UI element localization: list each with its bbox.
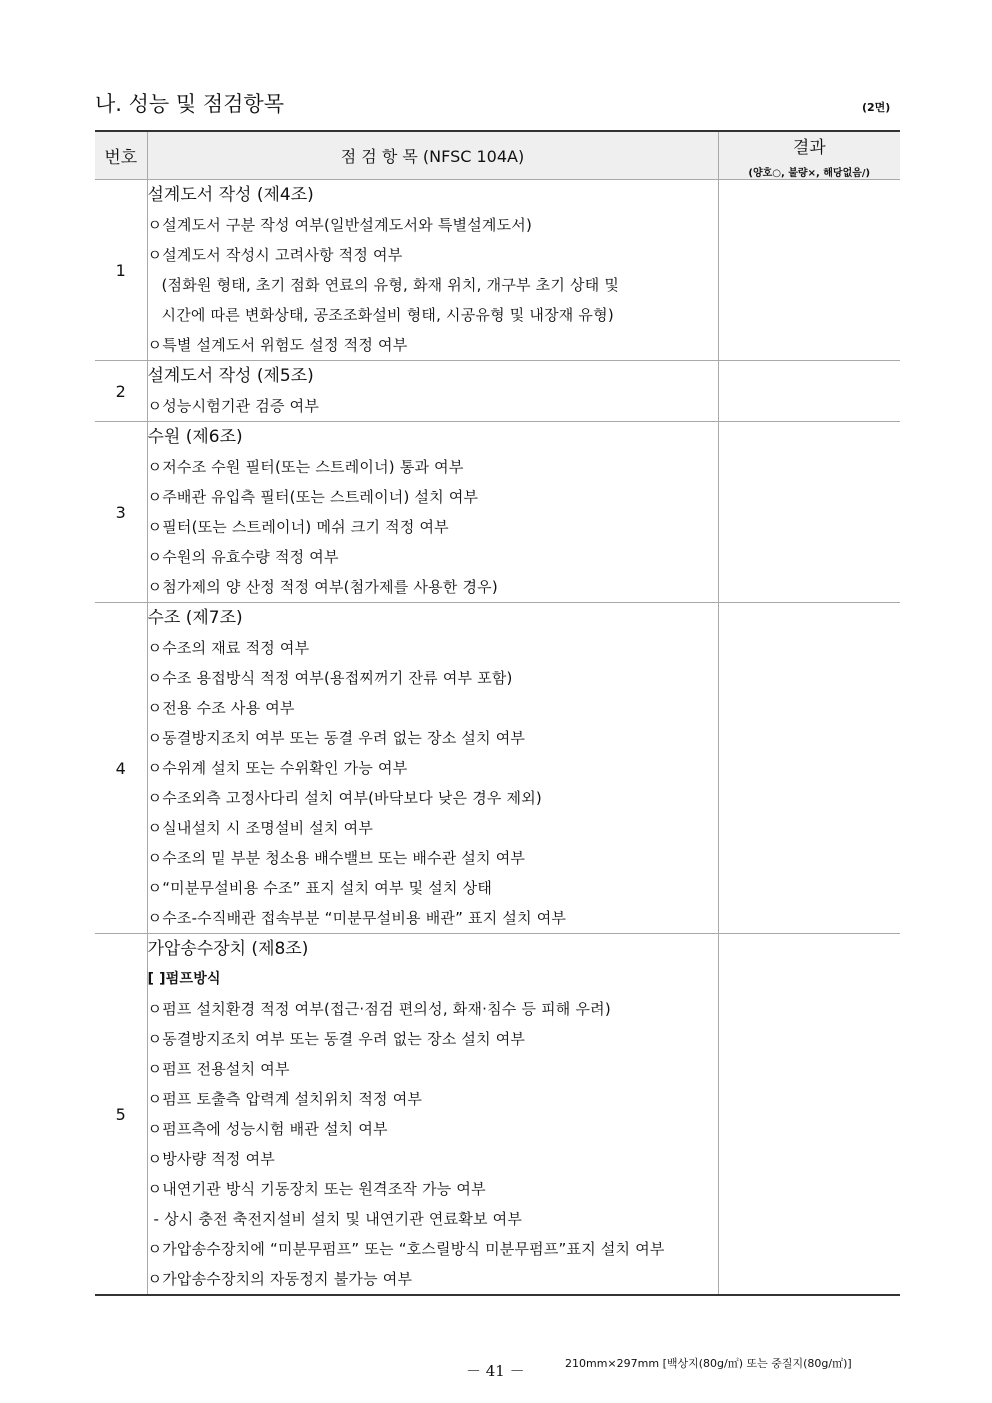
result-cell[interactable] bbox=[718, 361, 900, 422]
check-item: ㅇ수조-수직배관 접속부분 “미분무설비용 배관” 표지 설치 여부 bbox=[147, 909, 567, 927]
result-cell[interactable] bbox=[718, 934, 900, 1296]
row-number: 3 bbox=[95, 422, 147, 603]
check-item: ㅇ필터(또는 스트레이너) 메쉬 크기 적정 여부 bbox=[147, 518, 449, 536]
check-item: ㅇ펌프 전용설치 여부 bbox=[147, 1060, 290, 1078]
check-item: ㅇ수위계 설치 또는 수위확인 가능 여부 bbox=[147, 759, 408, 777]
check-item: ㅇ방사량 적정 여부 bbox=[147, 1150, 275, 1168]
row-title: 수원 (제6조) bbox=[147, 427, 243, 447]
check-item: ㅇ펌프 토출측 압력계 설치위치 적정 여부 bbox=[147, 1090, 423, 1108]
check-item: ㅇ동결방지조치 여부 또는 동결 우려 없는 장소 설치 여부 bbox=[147, 1030, 526, 1048]
result-cell[interactable] bbox=[718, 603, 900, 934]
table-header-row bbox=[95, 131, 900, 180]
row-number: 5 bbox=[95, 934, 147, 1296]
row-items bbox=[147, 361, 718, 422]
result-cell[interactable] bbox=[718, 180, 900, 361]
row-title: 설계도서 작성 (제4조) bbox=[147, 185, 314, 205]
check-item: ㅇ수조외측 고정사다리 설치 여부(바닥보다 낮은 경우 제외) bbox=[147, 789, 542, 807]
row-items bbox=[147, 934, 718, 1296]
check-item-detail: - 상시 충전 축전지설비 설치 및 내연기관 연료확보 여부 bbox=[153, 1210, 523, 1228]
inspection-table bbox=[95, 130, 900, 1296]
row-number: 2 bbox=[95, 361, 147, 422]
row-number: 4 bbox=[95, 603, 147, 934]
row-title: 수조 (제7조) bbox=[147, 608, 243, 628]
check-item: ㅇ펌프 설치환경 적정 여부(접근·점검 편의성, 화재·침수 등 피해 우려) bbox=[147, 1000, 611, 1018]
row-items bbox=[147, 180, 718, 361]
header-result-title: 결과 bbox=[792, 138, 826, 158]
page-number: － 41 － bbox=[466, 1362, 525, 1380]
check-item: ㅇ수조 용접방식 적정 여부(용접찌꺼기 잔류 여부 포함) bbox=[147, 669, 513, 687]
check-item: ㅇ설계도서 작성시 고려사항 적정 여부 bbox=[147, 246, 403, 264]
table-row bbox=[95, 180, 900, 361]
check-item-detail: 시간에 따른 변화상태, 공조조화설비 형태, 시공유형 및 내장재 유형) bbox=[161, 306, 614, 324]
check-item: ㅇ특별 설계도서 위험도 설정 적정 여부 bbox=[147, 336, 408, 354]
check-item: ㅇ수조의 재료 적정 여부 bbox=[147, 639, 310, 657]
check-item: ㅇ수조의 밑 부분 청소용 배수밸브 또는 배수관 설치 여부 bbox=[147, 849, 526, 867]
row-title: 가압송수장치 (제8조) bbox=[147, 939, 309, 959]
section-title: 나. 성능 및 점검항목 bbox=[95, 92, 284, 116]
row-title: 설계도서 작성 (제5조) bbox=[147, 366, 314, 386]
table-row bbox=[95, 422, 900, 603]
page-label: (2면) bbox=[862, 101, 891, 114]
check-item: ㅇ저수조 수원 필터(또는 스트레이너) 통과 여부 bbox=[147, 458, 464, 476]
check-item: ㅇ“미분무설비용 수조” 표지 설치 여부 및 설치 상태 bbox=[147, 879, 493, 897]
check-item: ㅇ실내설치 시 조명설비 설치 여부 bbox=[147, 819, 374, 837]
check-item: ㅇ펌프측에 성능시험 배관 설치 여부 bbox=[147, 1120, 388, 1138]
check-item: ㅇ전용 수조 사용 여부 bbox=[147, 699, 295, 717]
check-item: ㅇ설계도서 구분 작성 여부(일반설계도서와 특별설계도서) bbox=[147, 216, 533, 234]
check-item: ㅇ주배관 유입측 필터(또는 스트레이너) 설치 여부 bbox=[147, 488, 479, 506]
result-cell[interactable] bbox=[718, 422, 900, 603]
row-items bbox=[147, 603, 718, 934]
check-item: ㅇ성능시험기관 검증 여부 bbox=[147, 397, 320, 415]
table-row bbox=[95, 361, 900, 422]
paper-spec: 210mm×297mm [백상지(80g/㎡) 또는 중질지(80g/㎡)] bbox=[565, 1357, 852, 1370]
header-result-legend: (양호○, 불량×, 해당없음/) bbox=[748, 168, 871, 179]
header-number: 번호 bbox=[95, 131, 147, 180]
header-inspection-item: 점 검 항 목 (NFSC 104A) bbox=[147, 131, 718, 180]
check-item: ㅇ첨가제의 양 산정 적정 여부(첨가제를 사용한 경우) bbox=[147, 578, 498, 596]
row-subheading: [ ]펌프방식 bbox=[147, 971, 221, 987]
table-row bbox=[95, 603, 900, 934]
row-items bbox=[147, 422, 718, 603]
row-number: 1 bbox=[95, 180, 147, 361]
check-item-detail: (점화원 형태, 초기 점화 연료의 유형, 화재 위치, 개구부 초기 상태 및 bbox=[161, 276, 620, 294]
check-item: ㅇ가압송수장치에 “미분무펌프” 또는 “호스릴방식 미분무펌프”표지 설치 여부 bbox=[147, 1240, 665, 1258]
table-row bbox=[95, 934, 900, 1296]
check-item: ㅇ동결방지조치 여부 또는 동결 우려 없는 장소 설치 여부 bbox=[147, 729, 526, 747]
check-item: ㅇ내연기관 방식 기동장치 또는 원격조작 가능 여부 bbox=[147, 1180, 486, 1198]
check-item: ㅇ수원의 유효수량 적정 여부 bbox=[147, 548, 339, 566]
header-result bbox=[718, 131, 900, 180]
check-item: ㅇ가압송수장치의 자동정지 불가능 여부 bbox=[147, 1270, 413, 1288]
